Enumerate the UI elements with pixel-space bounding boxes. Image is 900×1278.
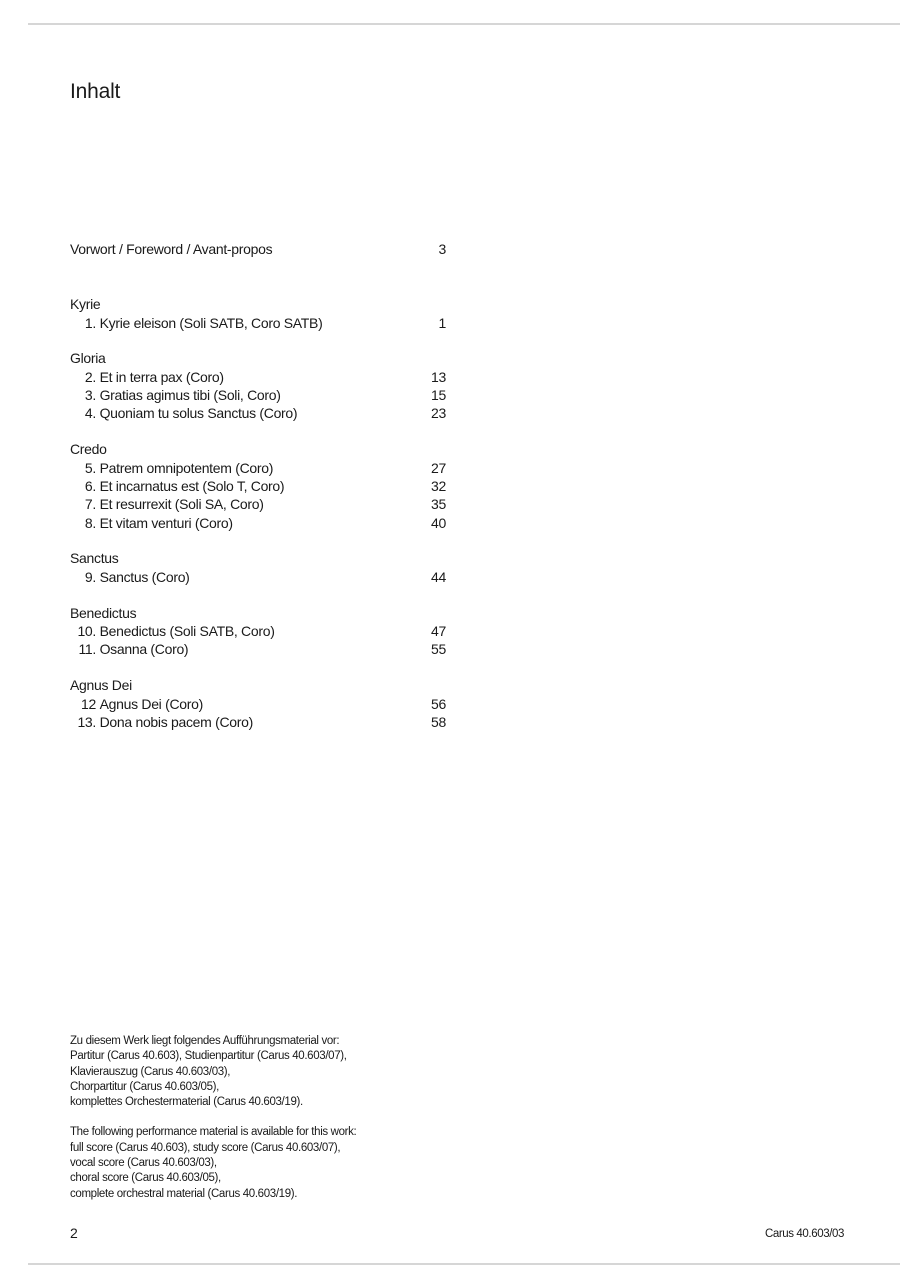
catalog-number: Carus 40.603/03 bbox=[764, 1228, 844, 1240]
note-line: komplettes Orchestermaterial (Carus 40.603/19). bbox=[70, 1096, 303, 1109]
entry-page: 23 bbox=[431, 405, 446, 422]
entry-number: 5. bbox=[84, 459, 96, 476]
entry-number: 6. bbox=[84, 477, 96, 494]
toc-section bbox=[70, 349, 446, 422]
entry-text bbox=[70, 386, 281, 404]
entry-label: Osanna (Coro) bbox=[99, 641, 189, 658]
entry-label: Et resurrexit (Soli SA, Coro) bbox=[99, 496, 264, 513]
table-of-contents bbox=[70, 240, 446, 749]
entry-page: 32 bbox=[431, 477, 446, 494]
entry-page: 40 bbox=[431, 514, 446, 531]
section-title: Sanctus bbox=[70, 550, 119, 567]
entry-number: 7. bbox=[84, 496, 96, 513]
toc-section bbox=[70, 440, 446, 532]
entry-page: 55 bbox=[431, 641, 446, 658]
note-line: choral score (Carus 40.603/05), bbox=[70, 1172, 221, 1185]
toc-entry bbox=[70, 314, 446, 332]
section-title: Credo bbox=[70, 441, 107, 458]
toc-entry bbox=[70, 695, 446, 713]
toc-section bbox=[70, 549, 446, 586]
entry-text bbox=[70, 495, 264, 513]
entry-number: 1. bbox=[84, 314, 96, 331]
entry-label: Agnus Dei (Coro) bbox=[99, 695, 203, 712]
entry-page: 56 bbox=[431, 695, 446, 712]
note-line: vocal score (Carus 40.603/03), bbox=[70, 1157, 217, 1170]
entry-page: 47 bbox=[431, 623, 446, 640]
entry-text bbox=[70, 640, 188, 658]
section-title: Benedictus bbox=[70, 604, 137, 621]
entry-number: 10. bbox=[77, 623, 96, 640]
toc-entry bbox=[70, 622, 446, 640]
entry-number: 13. bbox=[77, 714, 96, 731]
entry-text bbox=[70, 477, 284, 495]
note-line: full score (Carus 40.603), study score (Carus 40.603/07), bbox=[70, 1141, 341, 1154]
entry-page: 44 bbox=[431, 568, 446, 585]
entry-text bbox=[70, 695, 203, 713]
foreword-page: 3 bbox=[438, 241, 446, 257]
entry-number: 3. bbox=[84, 387, 96, 404]
note-line: The following performance material is available for this work: bbox=[70, 1126, 357, 1139]
toc-entry bbox=[70, 477, 446, 495]
entry-label: Dona nobis pacem (Coro) bbox=[99, 714, 253, 731]
performance-material-notes bbox=[70, 1034, 490, 1217]
foreword-label: Vorwort / Foreword / Avant-propos bbox=[70, 241, 273, 257]
toc-entry bbox=[70, 386, 446, 404]
toc-entry bbox=[70, 713, 446, 731]
notes-german bbox=[70, 1034, 490, 1110]
toc-entry bbox=[70, 495, 446, 513]
entry-page: 15 bbox=[431, 387, 446, 404]
entry-label: Benedictus (Soli SATB, Coro) bbox=[99, 623, 275, 640]
note-line: complete orchestral material (Carus 40.603/19). bbox=[70, 1187, 298, 1200]
toc-section bbox=[70, 295, 446, 332]
toc-entry bbox=[70, 514, 446, 532]
page-title: Inhalt bbox=[70, 80, 121, 103]
note-line: Chorpartitur (Carus 40.603/05), bbox=[70, 1080, 219, 1093]
entry-label: Patrem omnipotentem (Coro) bbox=[99, 459, 274, 476]
entry-number: 2. bbox=[84, 368, 96, 385]
toc-foreword bbox=[70, 240, 446, 259]
toc-section bbox=[70, 604, 446, 659]
entry-text bbox=[70, 404, 297, 422]
entry-page: 27 bbox=[431, 459, 446, 476]
entry-text bbox=[70, 459, 273, 477]
entry-text bbox=[70, 514, 233, 532]
toc-entry bbox=[70, 640, 446, 658]
entry-number: 11. bbox=[78, 641, 96, 658]
entry-label: Quoniam tu solus Sanctus (Coro) bbox=[99, 405, 298, 422]
entry-label: Et incarnatus est (Solo T, Coro) bbox=[99, 477, 285, 494]
page-number: 2 bbox=[70, 1225, 78, 1241]
entry-label: Kyrie eleison (Soli SATB, Coro SATB) bbox=[99, 314, 323, 331]
toc-section bbox=[70, 676, 446, 731]
entry-page: 1 bbox=[438, 314, 446, 331]
entry-page: 13 bbox=[431, 368, 446, 385]
toc-entry bbox=[70, 368, 446, 386]
entry-text bbox=[70, 713, 253, 731]
toc-entry bbox=[70, 568, 446, 586]
entry-label: Sanctus (Coro) bbox=[99, 568, 190, 585]
toc-entry bbox=[70, 459, 446, 477]
section-title: Agnus Dei bbox=[70, 677, 132, 694]
entry-text bbox=[70, 314, 322, 332]
entry-number: 12 bbox=[81, 695, 96, 712]
entry-page: 58 bbox=[431, 714, 446, 731]
entry-text bbox=[70, 622, 275, 640]
entry-label: Gratias agimus tibi (Soli, Coro) bbox=[99, 387, 281, 404]
entry-number: 4. bbox=[84, 405, 96, 422]
section-title: Kyrie bbox=[70, 296, 101, 312]
note-line: Partitur (Carus 40.603), Studienpartitur (Carus 40.603/07), bbox=[70, 1050, 347, 1063]
note-line: Zu diesem Werk liegt folgendes Aufführungsmaterial vor: bbox=[70, 1035, 340, 1047]
entry-page: 35 bbox=[431, 496, 446, 513]
entry-text bbox=[70, 368, 224, 386]
notes-english bbox=[70, 1125, 490, 1201]
entry-label: Et in terra pax (Coro) bbox=[99, 368, 224, 385]
toc-sections bbox=[70, 295, 446, 731]
section-title: Gloria bbox=[70, 350, 106, 367]
entry-text bbox=[70, 568, 190, 586]
entry-label: Et vitam venturi (Coro) bbox=[99, 514, 233, 531]
note-line: Klavierauszug (Carus 40.603/03), bbox=[70, 1065, 231, 1078]
bottom-rule bbox=[28, 1263, 900, 1265]
top-rule bbox=[28, 23, 900, 25]
entry-number: 8. bbox=[84, 514, 96, 531]
entry-number: 9. bbox=[84, 568, 96, 585]
toc-entry bbox=[70, 404, 446, 422]
